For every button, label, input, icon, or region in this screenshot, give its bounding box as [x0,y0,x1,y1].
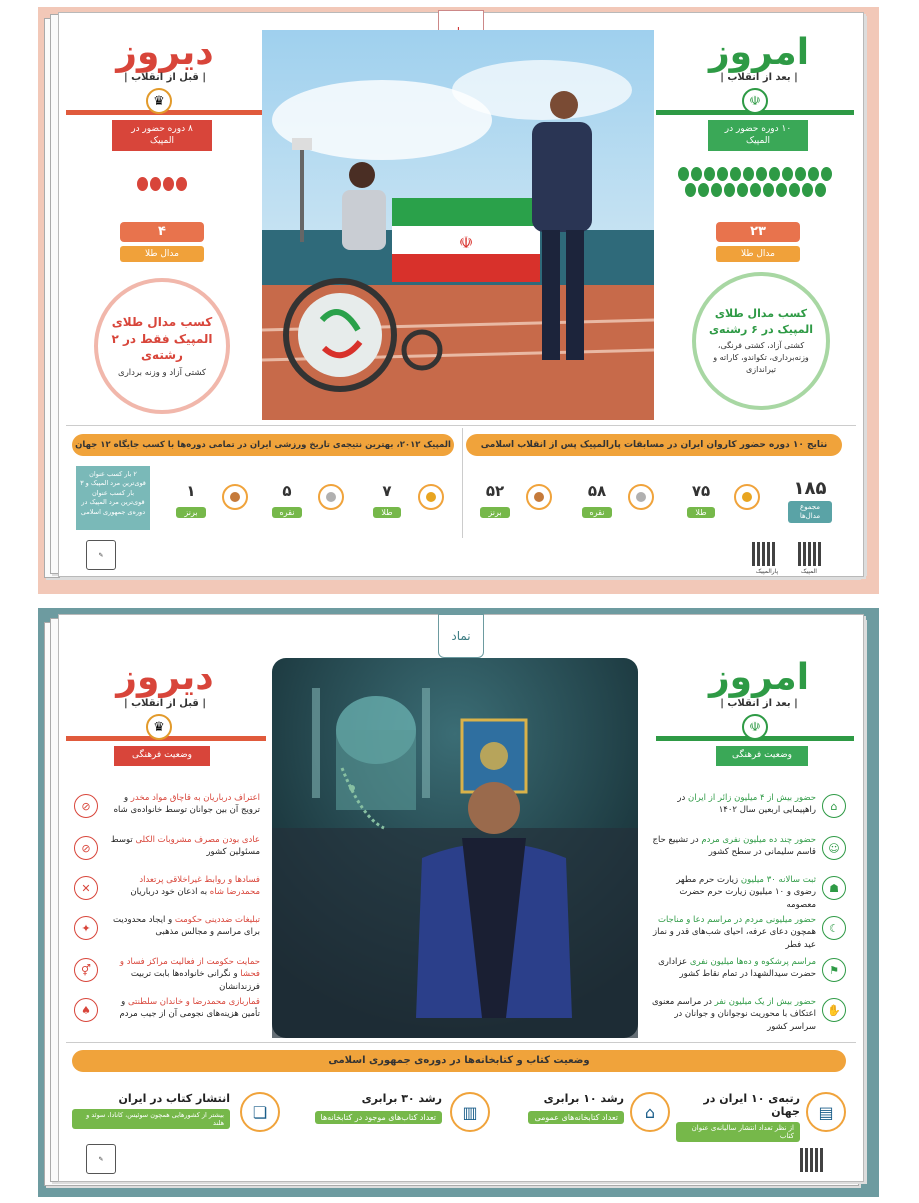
item-highlight: حضور بیش از یک میلیون نفر [714,997,816,1007]
right-item-3 [652,874,816,911]
qr-label: المپیک [801,568,817,575]
item-rest: عزاداری حضرت سیدالشهدا در تمام نقاط کشور [658,957,816,980]
gold-medals-grid [660,166,850,198]
stat-label: نقره [582,507,613,518]
para-bronze-stat [470,482,520,519]
left-circle-title: کسب مدال طلای المپیک فقط در ۲ رشته‌ی [111,314,213,363]
immorality-icon: ✕ [74,876,98,900]
yesterday-subtitle: | قبل از انقلاب | [124,698,206,709]
open-book-icon: ❏ [240,1092,280,1132]
qr-code-icon[interactable] [798,542,822,566]
olympic-2012-pill: المپیک ۲۰۱۲، بهترین نتیجه‌ی تاریخ ورزشی ایران در تمامی دوره‌ها با کسب جایگاه ۱۲ جهان [72,434,454,456]
stat-number: ۷۵ [691,482,711,500]
item-highlight: حضور بیش از ۴ میلیون زائر از ایران [688,793,816,803]
today-subtitle: | بعد از انقلاب | [720,698,798,709]
right-item-2 [652,834,816,859]
stat-number: ۷ [382,482,392,500]
para-silver-stat [572,482,622,519]
item-highlight: قماربازی محمدرضا و خاندان سلطنتی [127,997,260,1007]
right-achievement-circle [692,272,830,410]
gambling-icon: ♠ [74,998,98,1022]
book-stat-heading: رشد ۳۰ برابری [361,1092,442,1105]
stat-label: برنز [176,507,205,518]
left-item-2 [104,834,260,859]
gold-count-box: ۲۳ [716,222,800,242]
pilgrim-icon: ⌂ [822,794,846,818]
today-subtitle: | بعد از انقلاب | [720,72,798,83]
right-item-5 [652,956,816,981]
right-circle-sub: کشتی آزاد، کشتی فرنگی، وزنه‌برداری، تکواندو، کاراته و تیراندازی [713,340,809,374]
item-rest: و تأمین هزینه‌های نجومی آن از جیب مردم [119,997,260,1020]
stat-label: طلا [373,507,400,518]
brand-logo: نماد [438,614,484,658]
olympic-attendance-badge: ۸ دوره حضور در المپیک [112,120,212,151]
item-highlight: فسادها و روابط غیراخلاقی پرتعداد محمدرضا شاه [139,875,260,898]
item-rest: و نگرانی خانواده‌ها بابت تربیت فرزندانشان [130,969,260,992]
gold-medals-row [122,176,202,196]
shrine-icon: ☗ [822,876,846,900]
left-item-1 [104,792,260,817]
item-highlight: عادی بودن مصرف مشروبات الکلی [135,835,260,845]
drug-icon: ⊘ [74,794,98,818]
left-item-5 [104,956,260,993]
right-item-1 [652,792,816,817]
gold-medal-icon [734,484,760,510]
book-stat-heading: رشد ۱۰ برابری [543,1092,624,1105]
book-stat-libraries [514,1092,624,1124]
qr-code-icon[interactable] [752,542,776,566]
left-item-6 [104,996,260,1021]
qr-label: پارالمپیک [755,568,779,575]
total-number: ۱۸۵ [793,478,827,499]
stat-number: ۱ [186,482,196,500]
right-item-4 [652,914,816,951]
olympic-attendance-badge: ۱۰ دوره حضور در المپیک [708,120,808,151]
strongest-man-note: ۲ بار کسب عنوان قوی‌ترین مرد المپیک و ۳ بار کسب عنوان قوی‌ترین مرد المپیک در دوره‌ی جمهوری اسلامی [76,466,150,530]
megaphone-icon: ✦ [74,916,98,940]
gold-label: مدال طلا [120,246,204,262]
athletes-illustration [262,30,654,420]
bronze-medal-icon [222,484,248,510]
gold-label: مدال طلا [716,246,800,262]
books-stack-icon: ▤ [806,1092,846,1132]
book-stat-rank [676,1092,800,1142]
portrait-icon: ☺ [822,836,846,860]
alcohol-icon: ⊘ [74,836,98,860]
mourning-flag-icon: ⚑ [822,958,846,982]
item-highlight: تبلیغات ضددینی حکومت [174,915,260,925]
svg-text:☫: ☫ [458,233,474,252]
left-item-4 [104,914,260,939]
stat-label: طلا [687,507,714,518]
divider [66,1042,856,1043]
total-label: مجموع مدال‌ها [788,501,832,523]
item-highlight: حضور میلیونی مردم در مراسم دعا و مناجات [657,915,816,925]
yesterday-title: دیروز [116,32,214,73]
publisher-stamp-icon: ✎ [86,1144,116,1174]
olympic-gold-stat [362,482,412,519]
olympic-silver-stat [262,482,312,519]
olympic-bronze-stat [166,482,216,519]
left-circle-sub: کشتی آزاد و وزنه برداری [118,368,206,379]
library-building-icon: ⌂ [630,1092,670,1132]
silver-medal-icon [318,484,344,510]
item-rest: در مراسم معنوی اعتکاف با محوریت نوجوانان و جوانان در سراسر کشور [652,997,816,1032]
iran-emblem-icon: ☫ [742,88,768,114]
book-stat-sub: بیشتر از کشورهایی همچون سوئیس، کانادا، سوئد و هلند [72,1109,230,1129]
para-gold-stat [676,482,726,519]
stat-label: برنز [480,507,509,518]
silver-medal-icon [628,484,654,510]
culture-badge: وضعیت فرهنگی [716,746,808,766]
item-highlight: اعتراف درباریان به قاچاق مواد مخدر [130,793,260,803]
paralympic-pill: نتایج ۱۰ دوره حضور کاروان ایران در مسابقات پارالمپیک پس از انقلاب اسلامی [466,434,842,456]
stat-number: ۵۲ [485,482,505,500]
hands-icon: ✋ [822,998,846,1022]
item-highlight: ثبت سالانه ۳۰ میلیون [740,875,816,885]
book-stat-books [290,1092,442,1124]
gold-medal-icon [418,484,444,510]
divider [66,425,856,426]
item-rest: همچون دعای عرفه، احیای شب‌های قدر و نماز عید فطر [653,927,816,950]
item-rest: توسط مسئولین کشور [110,835,260,858]
qr-code-icon[interactable] [800,1148,824,1172]
book-stat-sub: تعداد کتاب‌های موجود در کتابخانه‌ها [315,1111,443,1124]
bronze-medal-icon [526,484,552,510]
item-highlight: مراسم پرشکوه و ده‌ها میلیون نفری [689,957,816,967]
item-highlight: حمایت حکومت از فعالیت مراکز فساد و فحشا [119,957,260,980]
culture-badge: وضعیت فرهنگی [114,746,210,766]
book-stat-heading: رتبه‌ی ۱۰ ایران در جهان [703,1092,800,1118]
prayer-icon: ☾ [822,916,846,940]
divider [462,428,463,538]
left-achievement-circle [94,278,230,414]
item-rest: در تشییع حاج قاسم سلیمانی در سطح کشور [652,835,816,858]
book-stat-sub: تعداد کتابخانه‌های عمومی [528,1111,624,1124]
crown-emblem-icon: ♛ [146,714,172,740]
yesterday-title: دیروز [116,657,214,698]
stat-number: ۵ [282,482,292,500]
publisher-stamp-icon: ✎ [86,540,116,570]
today-title: امروز [708,32,810,73]
gender-icon: ⚥ [74,958,98,982]
item-rest: و ایجاد محدودیت برای مراسم و مجالس مذهبی [112,915,260,938]
books-pill: وضعیت کتاب و کتابخانه‌ها در دوره‌ی جمهوری اسلامی [72,1050,846,1072]
iran-emblem-icon: ☫ [742,714,768,740]
gold-count-box: ۴ [120,222,204,242]
quran-boy-illustration [272,658,638,1038]
left-item-3 [104,874,260,899]
right-item-6 [652,996,816,1033]
bookshelf-icon: ▥ [450,1092,490,1132]
stat-label: نقره [272,507,303,518]
item-highlight: حضور چند ده میلیون نفری مردم [701,835,816,845]
item-rest: به اذعان خود درباریان [130,887,210,898]
today-title: امروز [708,657,810,698]
book-stat-publishing [72,1092,230,1129]
item-rest: در راهپیمایی اربعین سال ۱۴۰۲ [677,793,816,816]
stat-number: ۵۸ [587,482,607,500]
right-circle-title: کسب مدال طلای المپیک در ۶ رشته‌ی [708,307,814,336]
yesterday-subtitle: | قبل از انقلاب | [124,72,206,83]
item-rest: و ترویج آن بین جوانان توسط خانواده‌ی شاه [113,793,260,816]
item-rest: زیارت حرم مطهر رضوی و ۱۰ میلیون زیارت حرم حضرت معصومه [676,875,816,910]
total-medals-stat [780,478,840,523]
book-stat-heading: انتشار کتاب در ایران [118,1092,230,1105]
book-stat-sub: از نظر تعداد انتشار سالیانه‌ی عنوان کتاب [676,1122,800,1142]
crown-emblem-icon: ♛ [146,88,172,114]
